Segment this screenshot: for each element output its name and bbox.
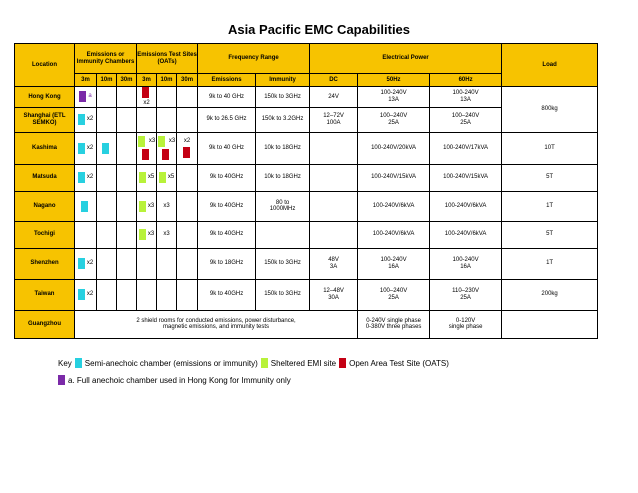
hz60-cell: 100-240V/15kVA [430, 164, 502, 191]
sheltered-marker [158, 136, 165, 147]
load-cell: 10T [502, 132, 598, 164]
hz50-cell: 0-240V single phase 0-380V three phases [358, 310, 430, 338]
hz50-cell: 100-240V/6kVA [358, 221, 430, 248]
key-sheltered: Sheltered EMI site [270, 358, 337, 368]
immunity-cell [256, 221, 310, 248]
emissions-cell: 9k to 40 GHz [198, 132, 256, 164]
location-cell: Matsuda [15, 164, 75, 191]
hz50-cell: 100-240V/6kVA [358, 191, 430, 221]
table-row [15, 87, 598, 108]
hz60-cell: 100-240V/17kVA [430, 132, 502, 164]
header-electrical-power: Electrical Power [310, 44, 502, 74]
dc-cell: 12–72V 100A [310, 107, 358, 132]
key-note-text: a. Full anechoic chamber used in Hong Kong for Immunity only [68, 375, 291, 385]
page-title: Asia Pacific EMC Capabilities [227, 22, 411, 37]
emissions-cell: 9k to 40GHz [198, 221, 256, 248]
emissions-cell: 9k to 40GHz [198, 279, 256, 310]
location-cell: Hong Kong [15, 87, 75, 108]
emissions-cell: 9k to 26.5 GHz [198, 107, 256, 132]
hz60-cell: 110–230V 25A [430, 279, 502, 310]
semi-anechoic-marker [78, 114, 85, 125]
oats-marker [162, 149, 169, 160]
subheader-60hz: 60Hz [430, 74, 502, 87]
chamber-3m-cell: x2 [75, 132, 97, 164]
chamber-3m-cell: x2 [75, 248, 97, 279]
hz60-cell: 100-240V 16A [430, 248, 502, 279]
load-cell: 5T [502, 164, 598, 191]
load-cell: 5T [502, 221, 598, 248]
key-oats: Open Area Test Site (OATS) [349, 358, 449, 368]
chamber-3m-cell: a [75, 87, 97, 108]
dc-cell [310, 164, 358, 191]
table-row [15, 132, 598, 164]
table-row [15, 191, 598, 221]
table-row [15, 310, 598, 338]
location-cell: Taiwan [15, 279, 75, 310]
location-cell: Guangzhou [15, 310, 75, 338]
header-emissions-immunity: Emissions or Immunity Chambers [75, 44, 137, 74]
subheader-10m: 10m [97, 74, 117, 87]
emissions-cell: 9k to 40GHz [198, 164, 256, 191]
hz50-cell: 100–240V 25A [358, 107, 430, 132]
load-cell: 800kg [502, 87, 598, 133]
sheltered-marker [159, 172, 166, 183]
oats-3m-cell: x2 [137, 87, 157, 108]
oats-marker [183, 147, 190, 158]
subheader-immunity: Immunity [256, 74, 310, 87]
immunity-cell: 10k to 18GHz [256, 164, 310, 191]
semi-anechoic-marker [78, 172, 85, 183]
oats-3m-cell: x5 [137, 164, 157, 191]
hz50-cell: 100–240V 25A [358, 279, 430, 310]
immunity-cell: 150k to 3GHz [256, 279, 310, 310]
immunity-cell: 150k to 3GHz [256, 87, 310, 108]
emissions-cell: 9k to 40GHz [198, 191, 256, 221]
hz60-cell: 100-240V/6kVA [430, 191, 502, 221]
subheader-30m: 30m [117, 74, 137, 87]
load-cell: 1T [502, 191, 598, 221]
header-load: Load [502, 44, 598, 87]
hz60-cell: 100-240V 13A [430, 87, 502, 108]
hz50-cell: 100-240V 16A [358, 248, 430, 279]
subheader-oats-30m: 30m [177, 74, 198, 87]
chamber-3m-cell: x2 [75, 107, 97, 132]
sheltered-marker [138, 136, 145, 147]
key-semi-anechoic: Semi-anechoic chamber (emissions or immunity) [84, 358, 258, 368]
oats-30m-cell: x2 [177, 132, 198, 164]
chamber-10m-cell [97, 132, 117, 164]
sheltered-marker [139, 229, 146, 240]
sheltered-swatch [261, 358, 268, 368]
chamber-3m-cell: x2 [75, 164, 97, 191]
load-cell: 200kg [502, 279, 598, 310]
key-label: Key [58, 358, 72, 368]
dc-cell [310, 191, 358, 221]
header-emissions-test-sites: Emissions Test Sites (OATs) [137, 44, 198, 74]
oats-10m-cell: x3 [157, 132, 177, 164]
oats-3m-cell: x3 [137, 132, 157, 164]
oats-3m-cell: x3 [137, 191, 157, 221]
subheader-emissions: Emissions [198, 74, 256, 87]
table-row [15, 164, 598, 191]
chamber-3m-cell: x2 [75, 279, 97, 310]
subheader-3m: 3m [75, 74, 97, 87]
location-cell: Nagano [15, 191, 75, 221]
table-row [15, 248, 598, 279]
subheader-dc: DC [310, 74, 358, 87]
dc-cell: 24V [310, 87, 358, 108]
table-row [15, 279, 598, 310]
emissions-cell: 9k to 40 GHz [198, 87, 256, 108]
location-cell: Kashima [15, 132, 75, 164]
header-frequency-range: Frequency Range [198, 44, 310, 74]
load-cell: 1T [502, 248, 598, 279]
header-location: Location [15, 44, 75, 87]
subheader-50hz: 50Hz [358, 74, 430, 87]
subheader-oats-3m: 3m [137, 74, 157, 87]
full-anechoic-marker [79, 91, 86, 102]
table-row [15, 221, 598, 248]
immunity-cell: 150k to 3.2GHz [256, 107, 310, 132]
oats-marker [142, 87, 149, 98]
immunity-cell: 80 to 1000MHz [256, 191, 310, 221]
oats-10m-cell: x3 [157, 221, 177, 248]
oats-10m-cell: x5 [157, 164, 177, 191]
key-legend [58, 358, 449, 368]
location-cell: Shanghai (ETL SEMKO) [15, 107, 75, 132]
dc-cell: 12–48V 30A [310, 279, 358, 310]
hz50-cell: 100-240V/20kVA [358, 132, 430, 164]
location-cell: Tochigi [15, 221, 75, 248]
oats-3m-cell: x3 [137, 221, 157, 248]
sheltered-marker [139, 201, 146, 212]
semi-anechoic-swatch [75, 358, 82, 368]
dc-cell [310, 221, 358, 248]
semi-anechoic-marker [102, 143, 109, 154]
location-cell: Shenzhen [15, 248, 75, 279]
dc-cell [310, 132, 358, 164]
immunity-cell: 150k to 3GHz [256, 248, 310, 279]
oats-10m-cell: x3 [157, 191, 177, 221]
sheltered-marker [139, 172, 146, 183]
semi-anechoic-marker [78, 289, 85, 300]
hz50-cell: 100-240V 13A [358, 87, 430, 108]
oats-swatch [339, 358, 346, 368]
hz60-cell: 100-240V/6kVA [430, 221, 502, 248]
immunity-cell: 10k to 18GHz [256, 132, 310, 164]
emissions-cell: 9k to 18GHz [198, 248, 256, 279]
hz60-cell: 0-120V single phase [430, 310, 502, 338]
dc-cell: 48V 3A [310, 248, 358, 279]
capabilities-table [14, 43, 598, 339]
hz50-cell: 100-240V/15kVA [358, 164, 430, 191]
semi-anechoic-marker [81, 201, 88, 212]
full-anechoic-swatch [58, 375, 65, 385]
semi-anechoic-marker [78, 143, 85, 154]
oats-marker [142, 149, 149, 160]
subheader-oats-10m: 10m [157, 74, 177, 87]
hz60-cell: 100–240V 25A [430, 107, 502, 132]
chamber-3m-cell [75, 191, 97, 221]
shield-rooms-note: 2 shield rooms for conducted emissions, power disturbance, magnetic emissions, and immunity tests [75, 310, 358, 338]
key-note [58, 375, 291, 385]
semi-anechoic-marker [78, 258, 85, 269]
